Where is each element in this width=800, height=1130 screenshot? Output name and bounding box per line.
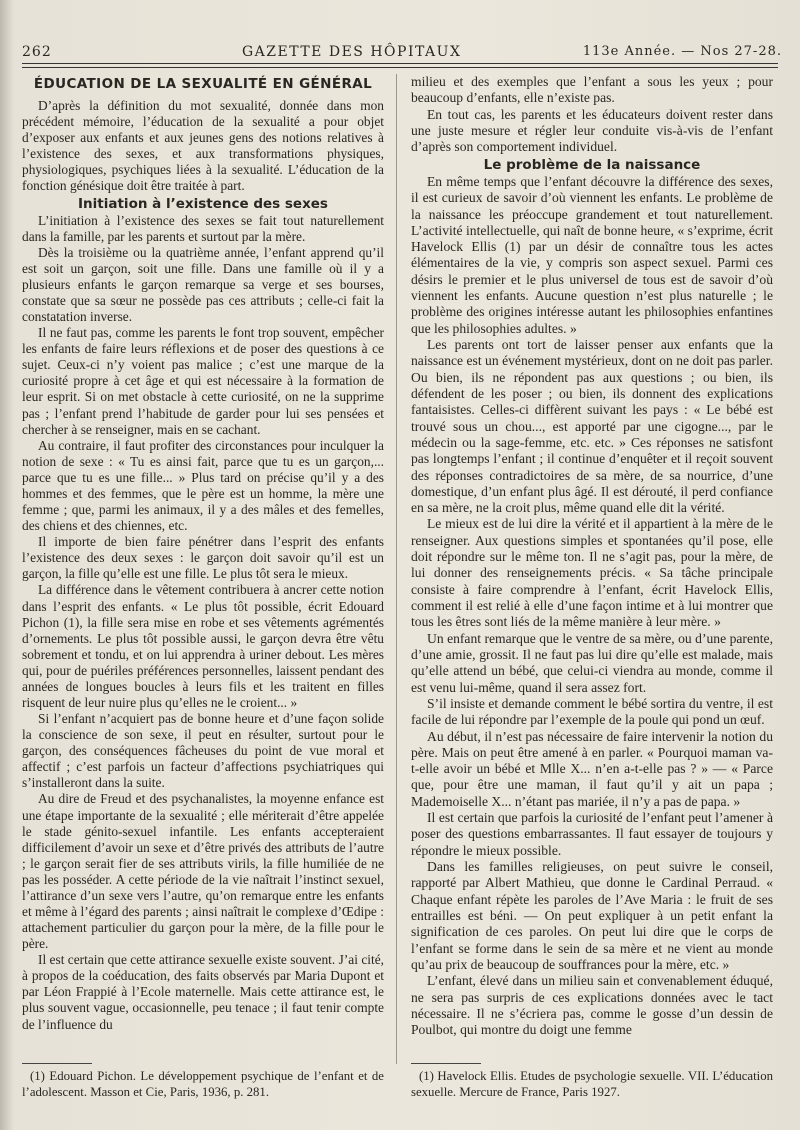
footnote-text: (1) Havelock Ellis. Etudes de psychologie sexuelle. VII. L’éducation sexuelle. Mercure de France, Paris 1927. (411, 1069, 773, 1099)
paragraph: L’enfant, élevé dans un milieu sain et convenablement éduqué, ne sera pas surpris de ces explications données avec le tact nécessaire. Il ne s’écriera pas, comme le gosse d’un dessin de Poulbot, qui montre du doigt une femme (411, 973, 773, 1038)
subsection-heading: Le problème de la naissance (483, 156, 701, 173)
issue-number: 113e Année. — Nos 27-28. (582, 44, 782, 59)
paragraph: Le mieux est de lui dire la vérité et il appartient à la mère de le renseigner. Aux questions simples et spontanées qu’il pose, elle doit répondre sur le même ton. Il ne s’agit pas, pour la mère, de lui donner des renseignements précis. « Sa tâche principale consiste à faire comprendre à l’enfant, écrit Havelock Ellis, comment il est relié à elle d’une façon intime et à lui montrer que tous les êtres sont liés de la même manière à leur mère. » (411, 516, 773, 630)
paragraph: Un enfant remarque que le ventre de sa mère, ou d’une parente, d’une amie, grossit. Il ne faut pas lui dire qu’elle est malade, mais qu’elle attend un bébé, que celui-ci viendra au monde, comme il est venu lui-même, quand il sera assez fort. (411, 630, 773, 695)
paragraph: L’initiation à l’existence des sexes se fait tout naturellement dans la famille, par les parents et surtout par la mère. (22, 212, 384, 244)
paragraph: Au dire de Freud et des psychanalistes, la moyenne enfance est une étape importante de la sexualité ; elle mériterait d’être appelée le stade génito-sexuel infantile. Les enfants accepteraient difficilement d’avoir un sexe et d’être privés des attributs de l’autre ; le garçon serait fier de ses attributs virils, la fille humiliée de ne pas les posséder. A cette période de la vie naîtrait l’instinct sexuel, l’attirance d’un sexe vers l’autre, qu’on remarque entre les enfants et même à l’égard des parents ; ainsi naîtrait le complexe d’Œdipe : attachement particulier du garçon pour la mère, de la fille pour le père. (22, 791, 384, 952)
paragraph: En même temps que l’enfant découvre la différence des sexes, il est curieux de savoir d’où viennent les enfants. Le problème de la naissance les préoccupe grandement et tout naturellement. L’activité intellectuelle, qui naît de bonne heure, « s’exprime, écrit Havelock Ellis (1) par un désir de connaître tous les actes élémentaires de la vie, y compris son aspect sexuel. Parmi ces désirs le premier et le plus universel de tous est de savoir d’où viennent les enfants. Aucune question n’est plus naturelle ; le problème des origines intéresse autant les philosophies enfantines que les philosophies adultes. » (411, 173, 773, 336)
paragraph: Il est certain que cette attirance sexuelle existe souvent. J’ai cité, à propos de la coéducation, des faits observés par Maria Dupont et par Léon Frappié à l’Ecole maternelle. Mais cette attirance est, le plus souvent vague, occasionnelle, peu tenace ; il faut tenir compte de l’influence du (22, 952, 384, 1032)
paragraph: Il est certain que parfois la curiosité de l’enfant peut l’amener à poser des questions embarrassantes. Il faut essayer de toujours y répondre le mieux possible. (411, 810, 773, 858)
column-divider (396, 74, 397, 1064)
paragraph: Il ne faut pas, comme les parents le font trop souvent, empêcher les enfants de faire leurs réflexions et de poser des questions à ce sujet. Ceux-ci n’y voient pas malice ; c’est une marque de la curiosité propre à cet âge et qui est nécessaire à la formation de leur esprit. Si on met obstacle à cette curiosité, on ne la supprime pas ; l’enfant prend l’habitude de garder pour lui ses pensées et chercher à se renseigner, mais en se cachant. (22, 325, 384, 437)
footnote (22, 1068, 384, 1100)
left-column (22, 74, 384, 1033)
paragraph: En tout cas, les parents et les éducateurs doivent rester dans une juste mesure et régler leur conduite vis-à-vis de l’enfant d’après son comportement individuel. (411, 106, 773, 155)
paragraph: Les parents ont tort de laisser penser aux enfants que la naissance est un événement mystérieux, dont on ne doit pas parler. Ou bien, ils ne répondent pas aux questions ; ou bien, ils défendent de les poser ; ou bien, ils donnent des explications fantaisistes. Celles-ci diffèrent suivant les pays : « Le bébé est trouvé sous un chou..., est apporté par une cigogne..., par le médecin ou la sage-femme, etc. etc. » Ces réponses ne satisfont pas longtemps l’enfant ; il continue d’enquêter et il reçoit souvent des réponses contradictoires de sa mère, de sa nourrice, d’une domestique, d’un enfant plus âgé. Il est dérouté, il perd confiance en sa mère, ne la croit plus, même quand elle dit la vérité. (411, 337, 773, 516)
paragraph: Si l’enfant n’acquiert pas de bonne heure et d’une façon solide la conscience de son sexe, il peut en résulter, surtout pour le garçon, des conséquences fâcheuses du point de vue moral et affectif ; c’est parfois un facteur d’affections psychiatriques qui s’installeront dans la suite. (22, 711, 384, 791)
footnote (411, 1068, 773, 1100)
header-rule-thin (22, 67, 778, 68)
footnote-text: (1) Edouard Pichon. Le développement psychique de l’enfant et de l’adolescent. Masson et Cie, Paris, 1936, p. 281. (22, 1069, 384, 1099)
header-rule (22, 63, 778, 64)
paragraph: Dans les familles religieuses, on peut suivre le conseil, rapporté par Albert Mathieu, que donne le Cardinal Perraud. « Chaque enfant répète les paroles de l’Ave Maria : le fruit de ses entrailles est béni. — On peut expliquer à un petit enfant la signification de ces paroles. On peut lui dire que le corps de l’enfant se forme dans le sein de sa mère et ne vient au monde qu’au prix de beaucoup de souffrances pour la mère, etc. » (411, 859, 773, 972)
paragraph: Au début, il n’est pas nécessaire de faire intervenir la notion du père. Mais on peut être amené à en parler. « Pourquoi maman va-t-elle avoir un bébé et Mlle X... n’en a-t-elle pas ? » — « Parce que, pour être une maman, il faut qu’il y ait un papa ; Mademoiselle X... n’étant pas mariée, il n’y a pas de papa. » (411, 728, 773, 809)
paragraph: Au contraire, il faut profiter des circonstances pour inculquer la notion de sexe : « Tu es ainsi fait, parce que tu es un garçon,... parce que tu es une fille... » Plus tard on précise qu’il y a des hommes et des femmes, que le père est un homme, la mère une femme ; que, parmi les animaux, il y a des mâles et des femelles, des chiens et des chiennes, etc. (22, 437, 384, 534)
footnote-rule (411, 1063, 481, 1064)
paragraph: La différence dans le vêtement contribuera à ancrer cette notion dans l’esprit des enfants. « Le plus tôt possible, écrit Edouard Pichon (1), la fille sera mise en robe et ses vêtements agrémentés d’ornements. Le plus tôt possible aussi, le garçon devra être vêtu sobrement et tondu, et on lui apprendra à uriner debout. Les mères qui, pour de puériles préférences personnelles, laissent pendant des années de longues boucles à leurs fils et les traitent en filles risquent de leur nuire plus qu’elles ne le croient... » (22, 582, 384, 710)
footnote-rule (22, 1063, 92, 1064)
right-column (411, 74, 773, 1038)
section-heading: ÉDUCATION DE LA SEXUALITÉ EN GÉNÉRAL (33, 76, 373, 92)
paragraph: D’après la définition du mot sexualité, donnée dans mon précédent mémoire, l’éducation de la sexualité a pour objet d’exposer aux enfants et aux jeunes gens des notions relatives à l’existence des sexes, et aux transformations physiques, physiologiques, psychiques liées à la sexualité. L’éducation de la fonction génésique doit être traitée à part. (22, 98, 384, 194)
page-number: 262 (22, 44, 52, 60)
paragraph: milieu et des exemples que l’enfant a sous les yeux ; pour beaucoup d’enfants, elle n’existe pas. (411, 74, 773, 106)
subsection-heading: Initiation à l’existence des sexes (78, 195, 328, 212)
paragraph: Dès la troisième ou la quatrième année, l’enfant apprend qu’il est soit un garçon, soit une fille. Dans une famille où il y a plusieurs enfants le garçon remarque sa verge et ses bourses, constate que sa sœur ne possède pas ces attributs ; celle-ci fait la constatation inverse. (22, 244, 384, 325)
paragraph: Il importe de bien faire pénétrer dans l’esprit des enfants l’existence des deux sexes : le garçon doit savoir qu’il est un garçon, la fille qu’elle est une fille. Le plus tôt sera le mieux. (22, 534, 384, 582)
journal-title: GAZETTE DES HÔPITAUX (242, 44, 462, 60)
paragraph: S’il insiste et demande comment le bébé sortira du ventre, il est facile de lui répondre par l’exemple de la poule qui pond un œuf. (411, 695, 773, 728)
